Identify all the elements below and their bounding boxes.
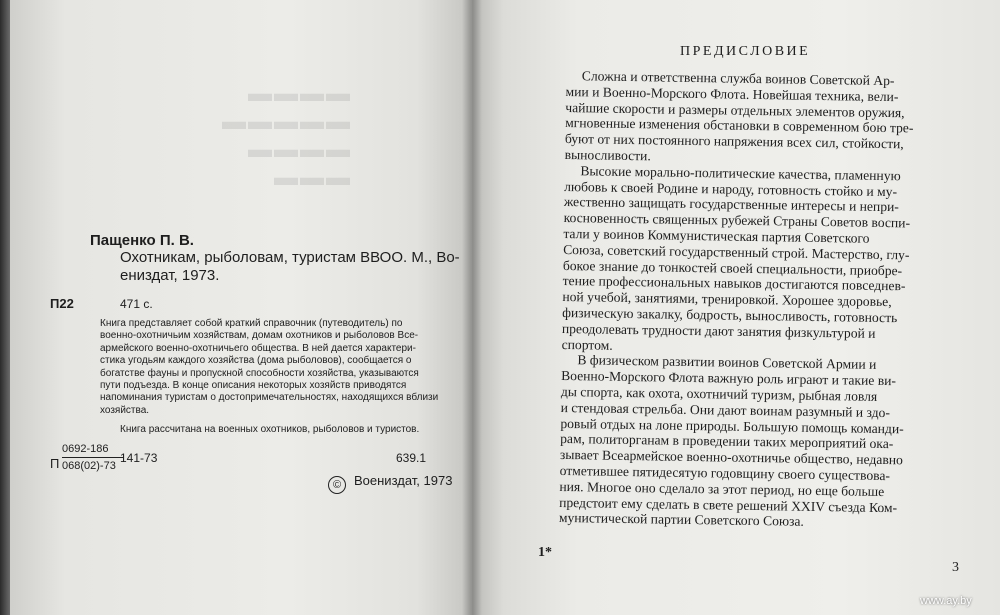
preface-line: мгновенные изменения обстановки в современном бою тре- (565, 115, 914, 136)
preface-line: и стендовая стрельба. Они дают воинам разумный и здо- (560, 399, 891, 420)
index-code: П22 (50, 296, 74, 311)
preface-line: ровый отдых на лоне природы. Большую помощь команди- (560, 415, 904, 436)
show-through-texture: ▬▬▬▬ ▬▬▬▬▬ ▬▬▬▬ ▬▬▬ (220, 81, 350, 191)
copyright-icon: © (328, 476, 346, 494)
preface-line: мунистической партии Советского Союза. (558, 510, 805, 530)
signature-mark: 1* (538, 545, 552, 560)
preface-line: физическую закалку, бодрость, выносливость, готовность (562, 304, 898, 326)
fraction-prefix: П (50, 456, 60, 471)
annotation-line: пути подъезда. В конце описания некоторых хозяйств приводятся (100, 380, 407, 392)
copyright-text: Воениздат, 1973 (354, 473, 453, 488)
preface-line: рам, политорганам в проведении таких мероприятий ока- (560, 431, 894, 452)
fraction-numerator: 0692-186 (62, 443, 109, 455)
preface-line: Военно-Морского Флота важную роль играют и такие ви- (561, 368, 897, 389)
fraction-suffix: 141-73 (120, 451, 158, 465)
annotation-audience: Книга рассчитана на военных охотников, рыболовов и туристов. (120, 424, 420, 435)
preface-line: предстоит ему сделать в свете решений XXIV съезда Ком- (559, 494, 898, 515)
preface-line: тение профессиональных навыков достигаются повседнев- (562, 273, 906, 294)
annotation-line: богатстве фауны и пропускной способности хозяйства, указываются (100, 367, 419, 379)
preface-line: отметившее пятидесятую годовщину своего существова- (559, 462, 891, 484)
page-count: 471 с. (120, 297, 153, 311)
copyright-line (328, 473, 452, 494)
preface-line: Сложна и ответственна служба воинов Советской Ар- (581, 68, 895, 89)
page-title: ПРЕДИСЛОВИЕ (680, 44, 811, 59)
book-description-line: Охотникам, рыболовам, туристам ВВОО. М., Во- (120, 249, 460, 266)
right-page (472, 0, 1000, 615)
annotation-line: Книга представляет собой краткий справочник (путеводитель) по (100, 318, 403, 329)
preface-line: мии и Военно-Морского Флота. Новейшая техника, вели- (565, 83, 899, 105)
preface-line: жественно защищать государственные интересы и непри- (563, 194, 899, 215)
udc-code: 639.1 (396, 451, 427, 465)
fraction-bar (62, 457, 124, 458)
preface-line: В физическом развитии воинов Советской Армии и (577, 352, 877, 373)
preface-line: бокое знание до тонкостей своей специальности, приобре- (562, 257, 903, 278)
preface-line: зывает Всеармейское военно-охотничье общество, недавно (559, 447, 904, 468)
book-edge (0, 0, 10, 615)
page-number: 3 (952, 560, 959, 575)
annotation (100, 318, 470, 417)
catalog-fraction (50, 441, 150, 491)
preface-line: косновенность священных рубежей Страны Советов воспи- (563, 210, 911, 231)
preface-line: ния. Многое оно сделало за этот период, но еще больше (559, 478, 885, 499)
preface-line: выносливости. (564, 146, 651, 164)
annotation-line: стика угодьям каждого хозяйства (дома рыболовов), сообщается о (100, 355, 412, 367)
book-description-line: ениздат, 1973. (120, 267, 220, 284)
preface-line: буют от них постоянного напряжения всех сил, стойкости, (564, 131, 904, 152)
annotation-line: военно-охотничьим хозяйствам, домам охотников и рыболовов Все- (100, 330, 419, 342)
preface-line: ной учебой, занятиями, тренировкой. Хорошее здоровье, (562, 289, 892, 310)
preface-line: преодолевать трудности дают занятия физкультурой и (561, 320, 876, 341)
preface-line: спортом. (561, 336, 613, 353)
book-gutter (462, 0, 482, 615)
annotation-line: армейского военно-охотничьего общества. В ней дается характери- (100, 342, 416, 354)
preface-line: Высокие морально-политические качества, пламенную (580, 163, 901, 184)
fraction-denominator: 068(02)-73 (62, 460, 116, 472)
annotation-line: напоминания туристам о достопримечательностях, находящихся вблизи (100, 392, 439, 404)
preface-line: ды спорта, как охота, охотничий туризм, рыбная ловля (560, 383, 878, 404)
preface-line: тали у воинов Коммунистическая партия Советского (563, 225, 870, 246)
preface-line: Союза, советский государственный строй. Мастерство, глу- (563, 241, 910, 263)
watermark: www.ay.by (920, 595, 972, 607)
left-page (10, 0, 472, 615)
book-description (120, 249, 470, 285)
preface-line: любовь к своей Родине и народу, готовность стойко и му- (564, 178, 898, 199)
preface-line: чайшие скорости и размеры отдельных элементов оружия, (565, 99, 905, 120)
author-name: Пащенко П. В. (90, 232, 194, 249)
preface-body (559, 68, 986, 533)
annotation-line: хозяйства. (100, 404, 150, 416)
